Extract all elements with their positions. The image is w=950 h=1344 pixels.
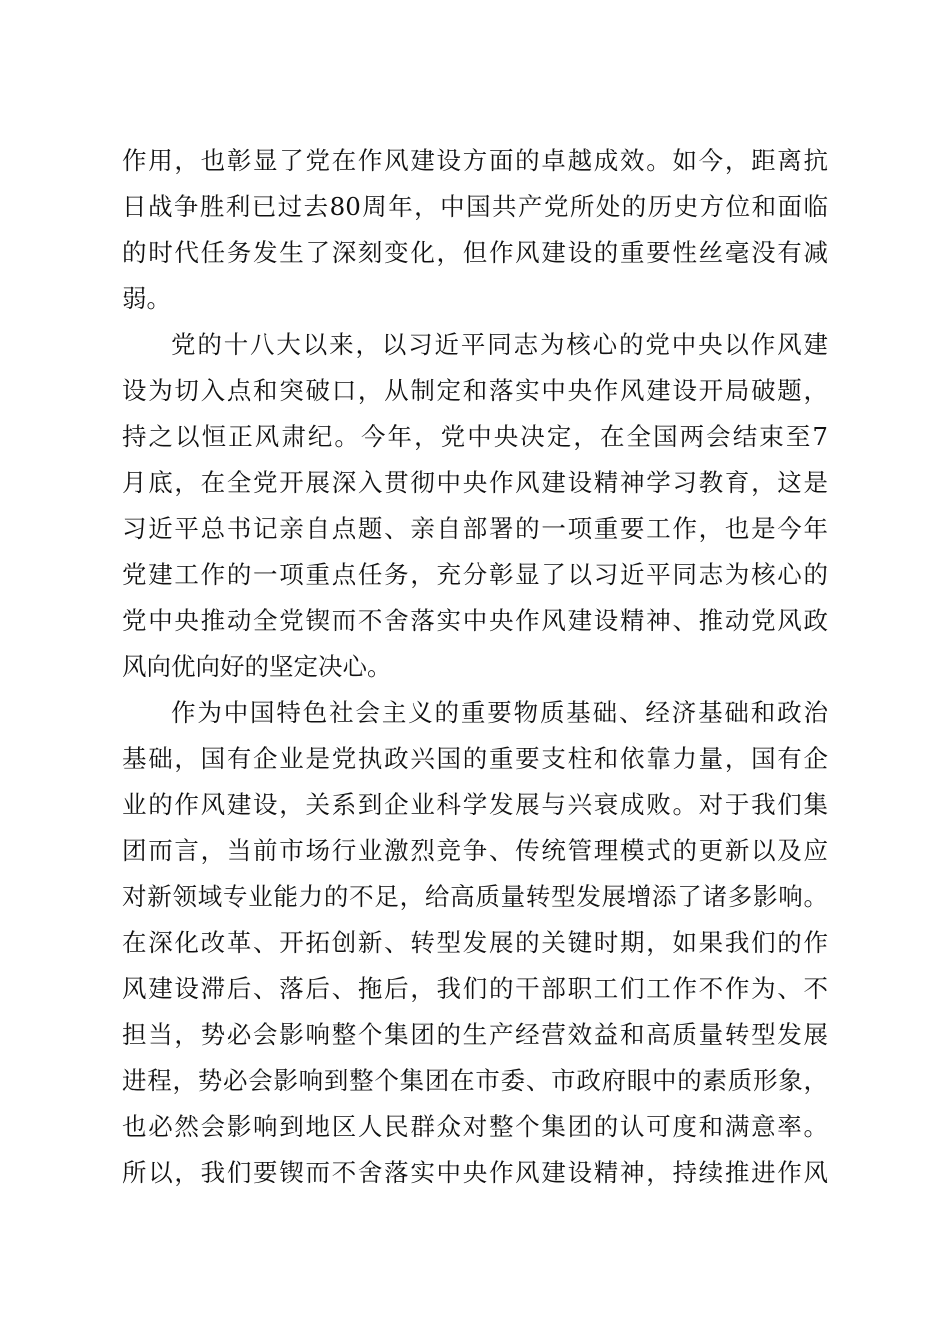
text-line: 风向优向好的坚定决心。 bbox=[122, 652, 392, 681]
paragraph bbox=[122, 138, 828, 322]
text-line: 日战争胜利已过去80周年，中国共产党所处的历史方位和面临 bbox=[122, 192, 828, 221]
text-line: 担当，势必会影响整个集团的生产经营效益和高质量转型发展 bbox=[122, 1020, 828, 1049]
text-line: 持之以恒正风肃纪。今年，党中央决定，在全国两会结束至7 bbox=[122, 422, 828, 451]
text-line: 所以，我们要锲而不舍落实中央作风建设精神，持续推进作风 bbox=[122, 1158, 828, 1187]
text-line: 业的作风建设，关系到企业科学发展与兴衰成败。对于我们集 bbox=[122, 790, 828, 819]
text-line: 的时代任务发生了深刻变化，但作风建设的重要性丝毫没有减 bbox=[122, 238, 828, 267]
paragraph bbox=[122, 690, 828, 1196]
body-text bbox=[122, 138, 828, 1196]
text-line: 党中央推动全党锲而不舍落实中央作风建设精神、推动党风政 bbox=[122, 606, 828, 635]
text-line: 月底，在全党开展深入贯彻中央作风建设精神学习教育，这是 bbox=[122, 468, 828, 497]
text-line: 党建工作的一项重点任务，充分彰显了以习近平同志为核心的 bbox=[122, 560, 828, 589]
text-line: 党的十八大以来，以习近平同志为核心的党中央以作风建 bbox=[171, 330, 828, 359]
text-line: 也必然会影响到地区人民群众对整个集团的认可度和满意率。 bbox=[122, 1112, 828, 1141]
text-line: 作用，也彰显了党在作风建设方面的卓越成效。如今，距离抗 bbox=[122, 146, 828, 175]
text-line: 在深化改革、开拓创新、转型发展的关键时期，如果我们的作 bbox=[122, 928, 828, 957]
text-line: 习近平总书记亲自点题、亲自部署的一项重要工作，也是今年 bbox=[122, 514, 828, 543]
text-line: 进程，势必会影响到整个集团在市委、市政府眼中的素质形象， bbox=[122, 1066, 828, 1095]
text-line: 设为切入点和突破口，从制定和落实中央作风建设开局破题， bbox=[122, 376, 828, 405]
text-line: 弱。 bbox=[122, 284, 171, 313]
text-line: 风建设滞后、落后、拖后，我们的干部职工们工作不作为、不 bbox=[122, 974, 828, 1003]
text-line: 基础，国有企业是党执政兴国的重要支柱和依靠力量，国有企 bbox=[122, 744, 828, 773]
paragraph bbox=[122, 322, 828, 690]
text-line: 团而言，当前市场行业激烈竞争、传统管理模式的更新以及应 bbox=[122, 836, 828, 865]
text-line: 对新领域专业能力的不足，给高质量转型发展增添了诸多影响。 bbox=[122, 882, 828, 911]
text-line: 作为中国特色社会主义的重要物质基础、经济基础和政治 bbox=[171, 698, 828, 727]
